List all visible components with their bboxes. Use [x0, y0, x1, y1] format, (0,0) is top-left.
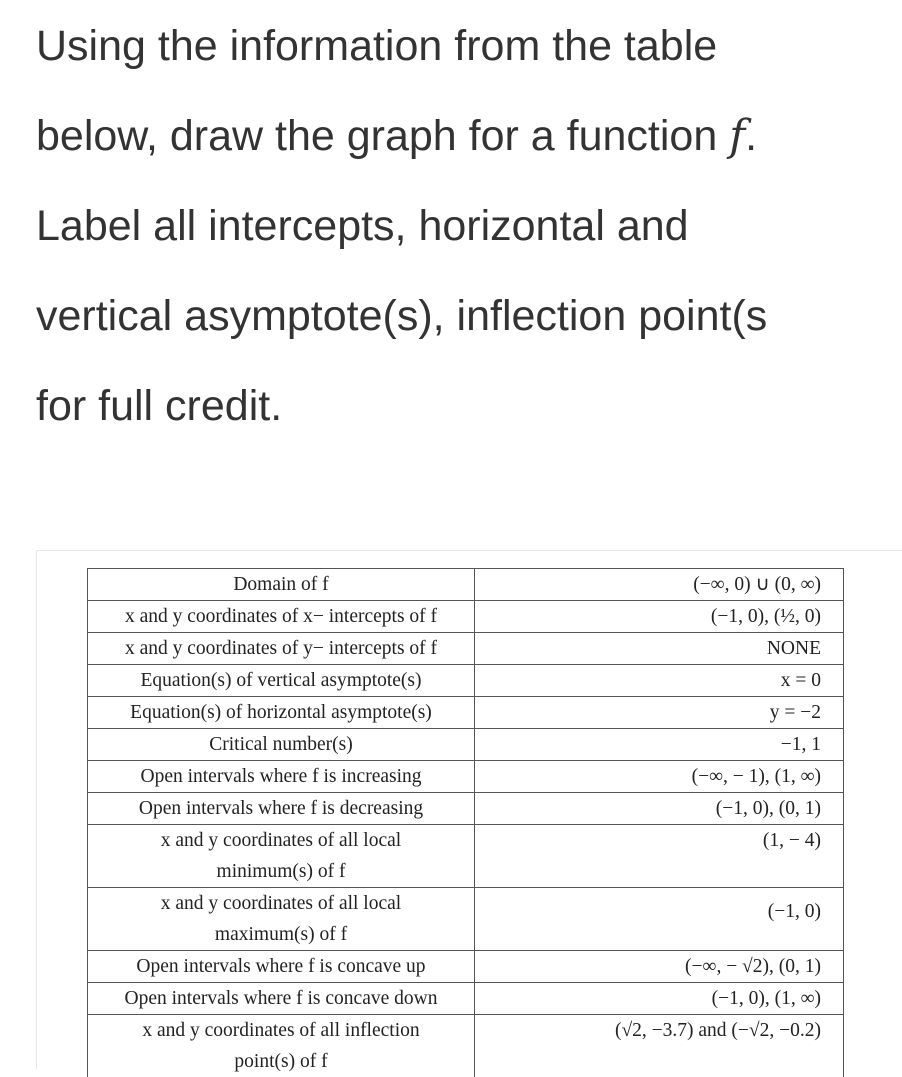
table-row — [88, 793, 844, 825]
row-value: NONE — [475, 633, 844, 665]
row-property — [88, 825, 475, 888]
function-symbol: f — [729, 111, 745, 161]
question-line-2-text: below, draw the graph for a function — [36, 112, 729, 160]
row-value-text: (−1, 0) — [481, 896, 821, 927]
row-value — [475, 888, 844, 951]
row-value: (−∞, 0) ∪ (0, ∞) — [475, 569, 844, 601]
row-property: x and y coordinates of y− intercepts of f — [88, 633, 475, 665]
row-property: x and y coordinates of x− intercepts of f — [88, 601, 475, 633]
row-value: (−1, 0), (1, ∞) — [475, 983, 844, 1015]
row-value: (√2, −3.7) and (−√2, −0.2) — [475, 1015, 844, 1077]
table-row — [88, 983, 844, 1015]
row-value: (−1, 0), (0, 1) — [475, 793, 844, 825]
row-value: (1, − 4) — [475, 825, 844, 888]
question-line-5: for full credit. — [36, 360, 902, 450]
row-value: (−1, 0), (½, 0) — [475, 601, 844, 633]
question-line-3: Label all intercepts, horizontal and — [36, 180, 902, 270]
row-property-line-1: x and y coordinates of all local — [94, 825, 468, 856]
question-text — [36, 0, 902, 450]
row-property-line-1: x and y coordinates of all inflection — [94, 1015, 468, 1046]
table-panel — [36, 550, 902, 1069]
table-row — [88, 697, 844, 729]
row-property: Open intervals where f is concave down — [88, 983, 475, 1015]
row-property: Open intervals where f is increasing — [88, 761, 475, 793]
row-property-line-2: minimum(s) of f — [94, 856, 468, 887]
row-property-line-2: maximum(s) of f — [94, 919, 468, 950]
question-line-2-period: . — [745, 112, 757, 160]
row-value: (−∞, − √2), (0, 1) — [475, 951, 844, 983]
function-properties-table — [87, 568, 844, 1077]
row-property: Open intervals where f is decreasing — [88, 793, 475, 825]
table-row — [88, 951, 844, 983]
question-line-2 — [36, 90, 902, 180]
table-row — [88, 825, 844, 888]
row-property-line-1: x and y coordinates of all local — [94, 888, 468, 919]
table-row — [88, 633, 844, 665]
table-row — [88, 601, 844, 633]
row-property: Equation(s) of horizontal asymptote(s) — [88, 697, 475, 729]
row-property — [88, 888, 475, 951]
table-row — [88, 665, 844, 697]
row-property: Domain of f — [88, 569, 475, 601]
row-property: Critical number(s) — [88, 729, 475, 761]
table-row — [88, 888, 844, 951]
row-property: Open intervals where f is concave up — [88, 951, 475, 983]
table-row — [88, 761, 844, 793]
question-line-4: vertical asymptote(s), inflection point(s — [36, 270, 902, 360]
row-value: x = 0 — [475, 665, 844, 697]
table-row — [88, 569, 844, 601]
question-line-1: Using the information from the table — [36, 0, 902, 90]
row-property-line-2: point(s) of f — [94, 1046, 468, 1077]
row-value: y = −2 — [475, 697, 844, 729]
table-row — [88, 729, 844, 761]
row-property: Equation(s) of vertical asymptote(s) — [88, 665, 475, 697]
row-value: −1, 1 — [475, 729, 844, 761]
row-value: (−∞, − 1), (1, ∞) — [475, 761, 844, 793]
